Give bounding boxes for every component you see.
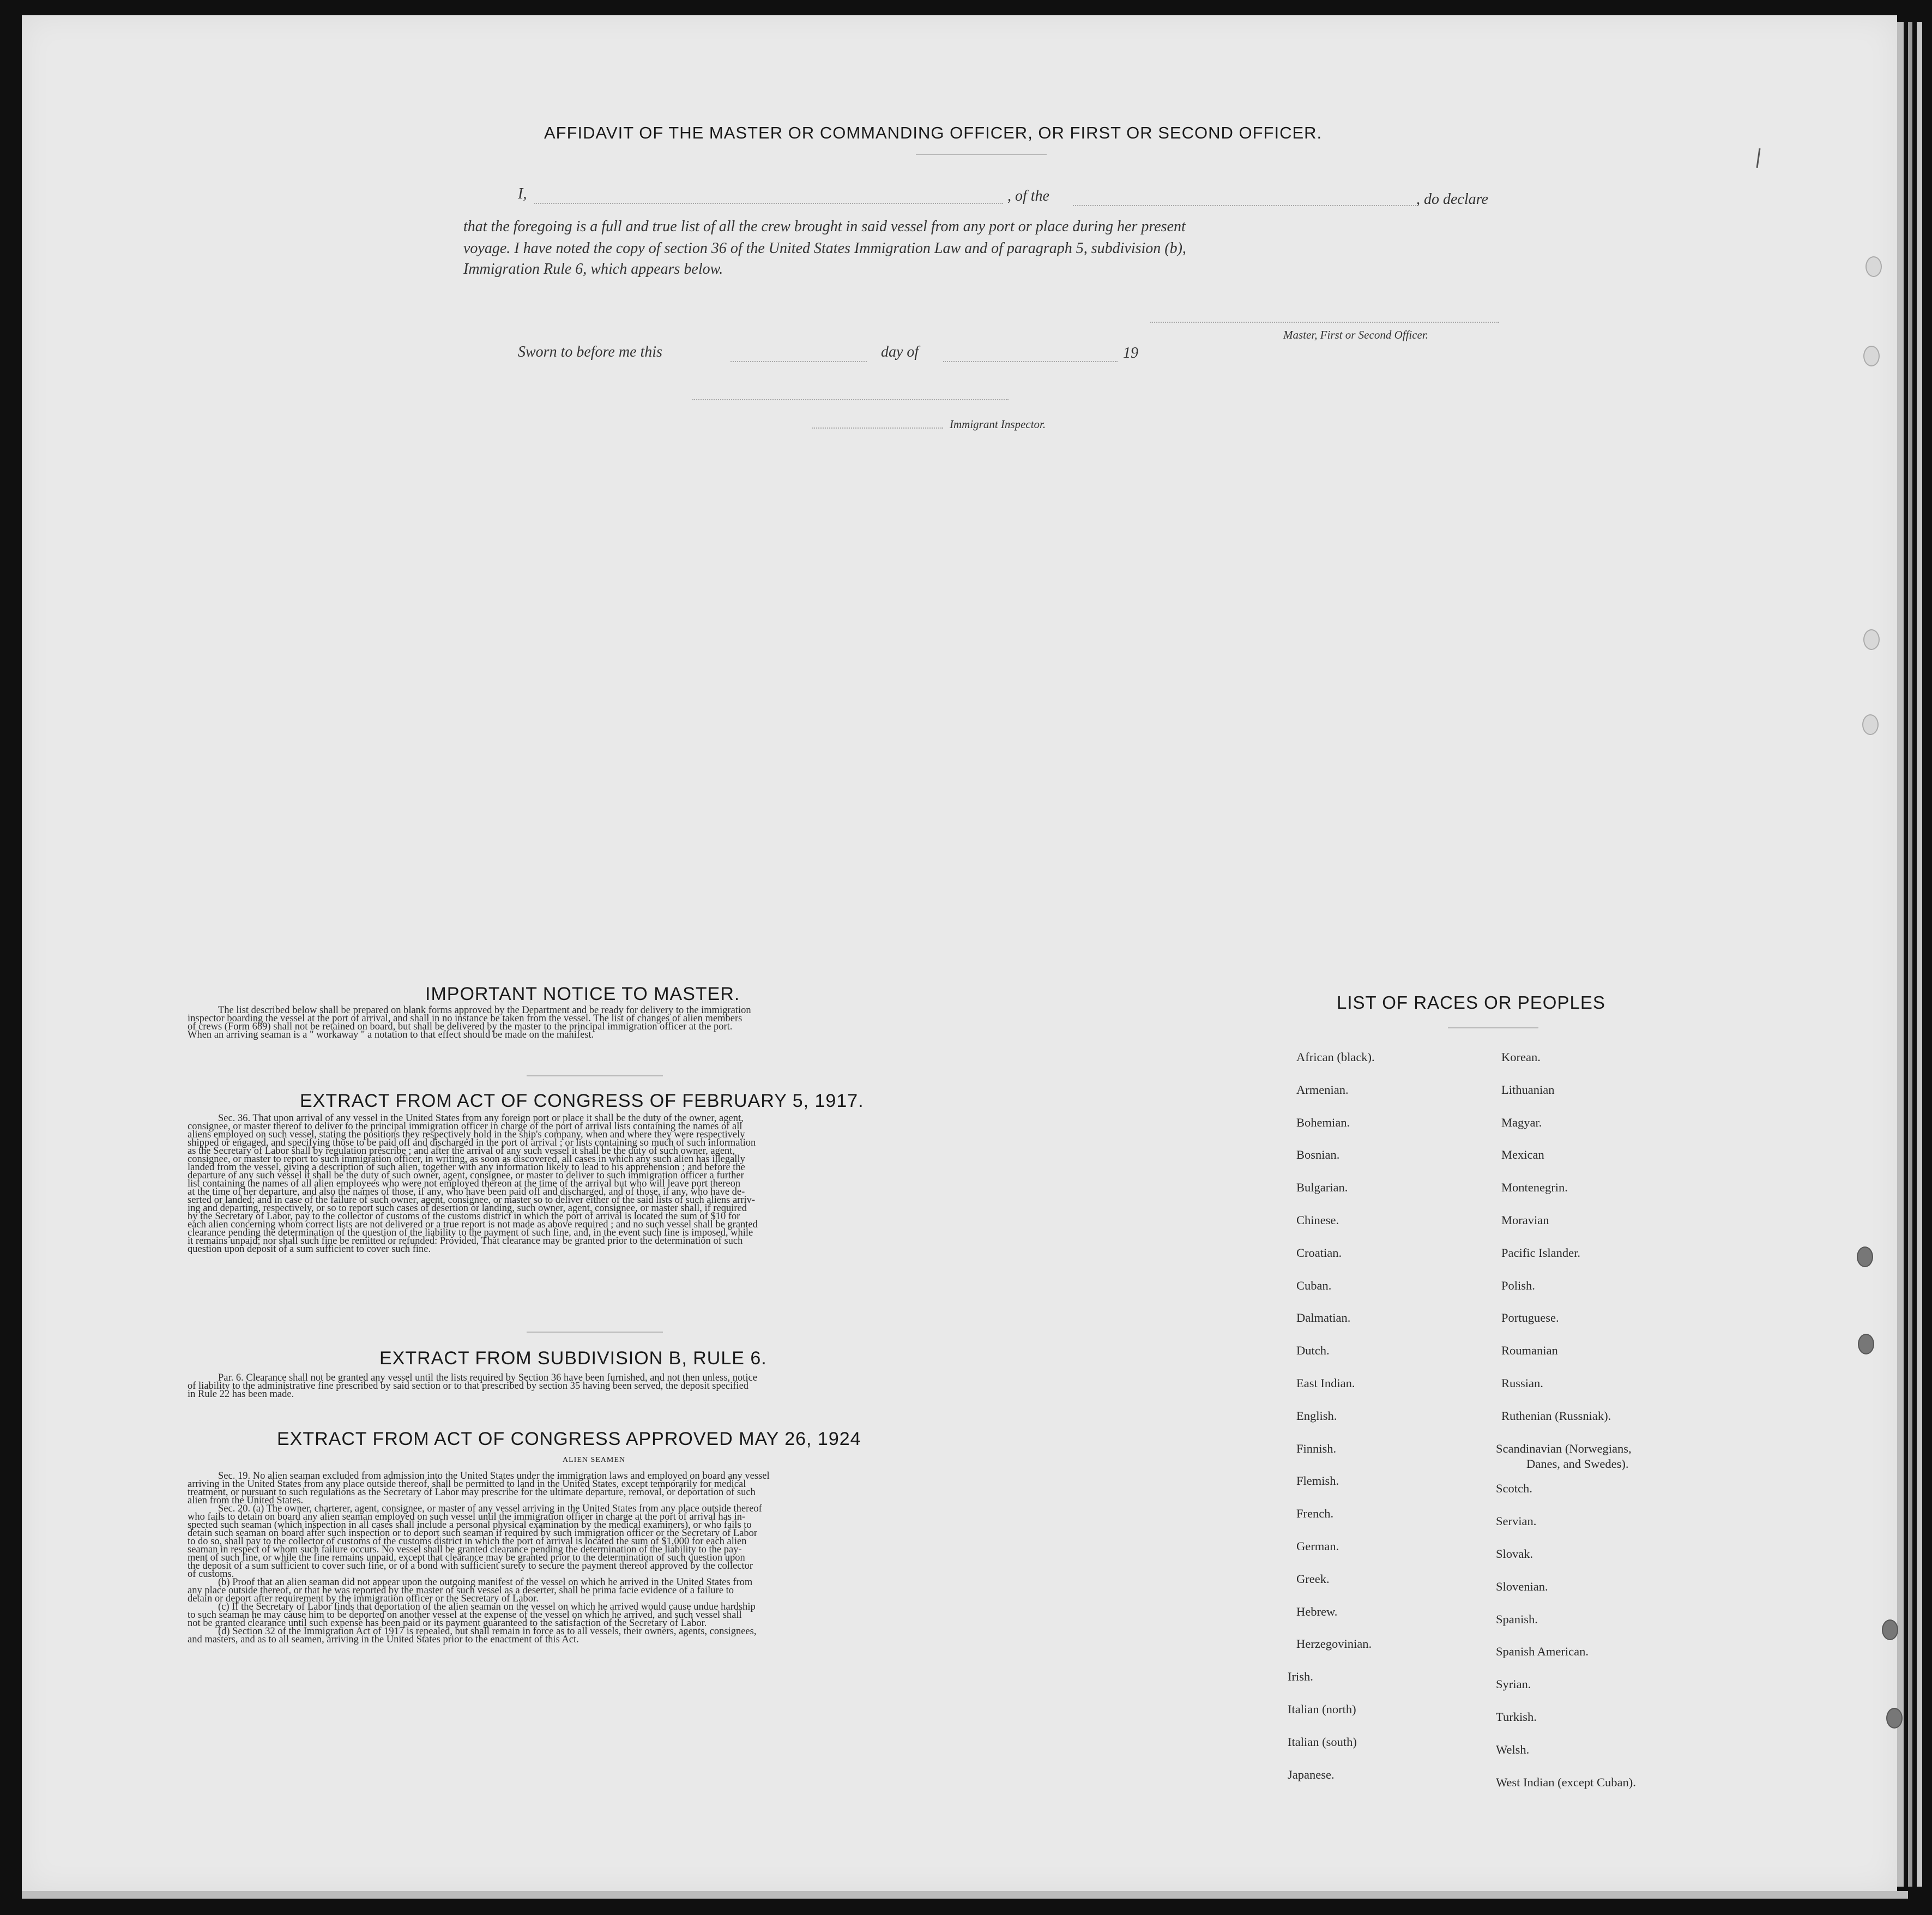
notice-line: The list described below shall be prepared on blank forms approved by the Department and be ready for delivery to the immigration <box>218 1005 751 1016</box>
notice-text <box>188 1007 1003 1039</box>
notice-title: IMPORTANT NOTICE TO MASTER. <box>425 984 740 1004</box>
sworn-label: Sworn to before me this <box>518 344 662 360</box>
extract-1924-line: who fails to detain on board any alien seaman employed on such vessel until the immigration officer in charge at the port of arrival has in- <box>188 1511 746 1522</box>
extract-1924-line: any place outside thereof, or that he was reported by the master of such vessel as a deserter, shall be prima facie evidence of a failure to <box>188 1585 734 1596</box>
inspector-signature-blank-2[interactable] <box>812 427 943 429</box>
extract-1924-line: (d) Section 32 of the Immigration Act of 1917 is repealed, but shall remain in force as to all vessels, their owners, agents, consignees, <box>218 1626 757 1637</box>
extract-1917-line: serted or landed; and in case of the failure of such owner, agent, consignee, or master so to deliver either of the said lists of such aliens arriv- <box>188 1195 756 1206</box>
race-item: Moravian <box>1501 1213 1549 1227</box>
sworn-month-blank[interactable] <box>943 361 1118 362</box>
race-item: Roumanian <box>1501 1344 1558 1358</box>
section-rule <box>527 1332 663 1333</box>
extract-1924-line: (b) Proof that an alien seaman did not appear upon the outgoing manifest of the vessel on which he arrived in the United States from <box>218 1577 753 1588</box>
race-item: Irish. <box>1288 1670 1313 1684</box>
extract-1924-subtitle: ALIEN SEAMEN <box>563 1456 626 1464</box>
declaration-line-3: Immigration Rule 6, which appears below. <box>463 261 723 278</box>
race-item: Bosnian. <box>1296 1148 1340 1162</box>
notice-line: When an arriving seaman is a " workaway " a notation to that effect should be made on the manifest. <box>188 1029 594 1040</box>
race-item: German. <box>1296 1539 1339 1553</box>
extract-1917-line: list containing the names of all alien employees who were not employed thereon at the time of the arrival but who will leave port thereon <box>188 1178 741 1189</box>
page-edge <box>1908 22 1912 1887</box>
extract-1924-line: detain such seaman on board after such inspection or to deport such seaman if required by such immigration officer or the Secretary of Labor <box>188 1528 758 1539</box>
race-item: Korean. <box>1501 1050 1541 1064</box>
page-edge <box>1897 22 1904 1887</box>
year-label: 19 <box>1123 345 1138 362</box>
extract-1924-text <box>188 1472 1003 1644</box>
extract-1924-line: treatment, or pursuant to such regulations as the Secretary of Labor may prescribe for the ultimate departure, removal, or deportation of such <box>188 1487 756 1498</box>
race-item: Italian (south) <box>1288 1735 1357 1749</box>
page-edge-bottom <box>22 1891 1908 1899</box>
extract-rule6-line: of liability to the administrative fine prescribed by said section or to that prescribed by section 35 having been served, the deposit specified <box>188 1381 749 1392</box>
race-item: Servian. <box>1496 1514 1537 1528</box>
race-item: Armenian. <box>1296 1082 1349 1097</box>
page-edge <box>1917 22 1922 1887</box>
race-item: Lithuanian <box>1501 1082 1555 1097</box>
sworn-day-blank[interactable] <box>730 361 867 362</box>
binder-hole <box>1865 256 1882 277</box>
notice-line: inspector boarding the vessel at the port of arrival, and shall in no instance be taken from the vessel. The list of changes of alien members <box>188 1013 742 1024</box>
extract-1917-line: Sec. 36. That upon arrival of any vessel in the United States from any foreign port or place it shall be the duty of the owner, agent, <box>218 1113 744 1124</box>
extract-1917-line: question upon deposit of a sum sufficient to cover such fine. <box>188 1244 431 1255</box>
extract-rule6-line: in Rule 22 has been made. <box>188 1389 294 1400</box>
race-item: Pacific Islander. <box>1501 1245 1580 1260</box>
extract-1917-line: as the Secretary of Labor shall by regulation prescribe ; and after the arrival of any such vessel it shall be the duty of such owner, agent, <box>188 1146 735 1157</box>
affidavit-do-declare-label: , do declare <box>1416 191 1488 208</box>
section-rule <box>527 1075 663 1076</box>
extract-1924-line: seaman in respect of whom such failure occurs. No vessel shall be granted clearance pending the determination of the liability to the pay- <box>188 1544 742 1555</box>
race-item: West Indian (except Cuban). <box>1496 1775 1636 1789</box>
race-item: Hebrew. <box>1296 1604 1338 1618</box>
extract-1917-line: departure of any such vessel it shall be the duty of such owner, agent, consignee, or master to deliver to such immigration officer a further <box>188 1170 744 1181</box>
race-item: Magyar. <box>1501 1115 1542 1129</box>
binder-hole <box>1863 629 1880 650</box>
affidavit-of-the-label: , of the <box>1007 188 1049 204</box>
extract-1924-line: Sec. 19. No alien seaman excluded from admission into the United States under the immigration laws and employed on board any vessel <box>218 1471 770 1482</box>
race-item: Russian. <box>1501 1376 1543 1390</box>
race-item: East Indian. <box>1296 1376 1355 1390</box>
race-item: Greek. <box>1296 1571 1330 1586</box>
affidavit-i-label: I, <box>518 185 527 202</box>
extract-1924-line: detain or deport after requirement by the immigration officer or the Secretary of Labor. <box>188 1593 539 1604</box>
master-signature-caption: Master, First or Second Officer. <box>1283 328 1428 341</box>
race-item: Scotch. <box>1496 1482 1532 1496</box>
binder-hole <box>1857 1246 1873 1267</box>
extract-rule6-title: EXTRACT FROM SUBDIVISION B, RULE 6. <box>379 1348 767 1369</box>
binder-hole <box>1858 1334 1874 1354</box>
day-of-label: day of <box>881 344 919 360</box>
title-rule <box>916 154 1047 155</box>
race-item: Cuban. <box>1296 1278 1332 1292</box>
vessel-name-blank[interactable] <box>1073 205 1416 206</box>
race-item: English. <box>1296 1408 1337 1423</box>
binder-hole <box>1862 714 1879 735</box>
extract-1924-title: EXTRACT FROM ACT OF CONGRESS APPROVED MAY 26, 1924 <box>277 1429 861 1449</box>
race-item: Turkish. <box>1496 1710 1537 1724</box>
race-item: Portuguese. <box>1501 1311 1559 1325</box>
declaration-line-2: voyage. I have noted the copy of section 36 of the United States Immigration Law and of paragraph 5, subdivision (b), <box>463 240 1186 257</box>
race-item: Welsh. <box>1496 1742 1530 1756</box>
race-item: Syrian. <box>1496 1677 1531 1691</box>
race-item: Montenegrin. <box>1501 1181 1568 1195</box>
extract-1924-line: ment of such fine, or while the fine remains unpaid, except that clearance may be granted prior to the determination of such question upon <box>188 1552 745 1563</box>
race-item: Slovenian. <box>1496 1579 1548 1593</box>
race-item: Ruthenian (Russniak). <box>1501 1408 1611 1423</box>
notice-line: of crews (Form 689) shall not be retained on board, but shall be delivered by the master to the principal immigration officer at the port. <box>188 1021 733 1032</box>
master-signature-blank[interactable] <box>1150 322 1499 323</box>
affidavit-title: AFFIDAVIT OF THE MASTER OR COMMANDING OFFICER, OR FIRST OR SECOND OFFICER. <box>544 123 1323 142</box>
binder-hole <box>1886 1708 1903 1729</box>
extract-1924-line: of customs. <box>188 1569 234 1580</box>
extract-1917-line: by the Secretary of Labor, pay to the collector of customs of the customs district in which the port of arrival is located the sum of $10 for <box>188 1211 740 1222</box>
race-item: Scandinavian (Norwegians, <box>1496 1441 1632 1455</box>
extract-1924-line: and masters, and as to all seamen, arriving in the United States prior to the enactment of this Act. <box>188 1634 579 1645</box>
races-title-rule <box>1448 1027 1538 1028</box>
extract-1924-line: arriving in the United States from any place outside thereof, shall be permitted to land in the United States, except temporarily for medical <box>188 1479 746 1490</box>
race-item: Spanish. <box>1496 1612 1538 1626</box>
race-item: Dutch. <box>1296 1344 1330 1358</box>
race-item: French. <box>1296 1507 1334 1521</box>
extract-1917-line: consignee, or master to report to such immigration officer, in writing, as soon as discovered, all cases in which any such alien has illegally <box>188 1154 745 1165</box>
extract-1917-line: at the time of her departure, and also the names of those, if any, who have been paid off and discharged, and of those, if any, who have de- <box>188 1187 745 1197</box>
binder-hole <box>1863 346 1880 366</box>
race-item: Chinese. <box>1296 1213 1339 1227</box>
race-item: Italian (north) <box>1288 1702 1356 1716</box>
race-item: Polish. <box>1501 1278 1535 1292</box>
extract-1917-text <box>188 1115 1003 1254</box>
race-item: Herzegovinian. <box>1296 1637 1372 1651</box>
extract-1924-line: the deposit of a sum sufficient to cover such fine, or of a bond with sufficient surety to secure the payment thereof approved by the collector <box>188 1561 753 1571</box>
inspector-signature-blank[interactable] <box>692 399 1009 400</box>
race-item: Dalmatian. <box>1296 1311 1351 1325</box>
race-item: African (black). <box>1296 1050 1375 1064</box>
race-item: Bohemian. <box>1296 1115 1350 1129</box>
extract-1924-line: alien from the United States. <box>188 1495 304 1506</box>
extract-1917-line: clearance pending the determination of the question of the liability to the payment of such fine, and, in the event such fine is imposed, while <box>188 1227 753 1238</box>
binder-hole <box>1882 1619 1898 1640</box>
race-item: Finnish. <box>1296 1441 1337 1455</box>
master-name-blank[interactable] <box>534 203 1003 204</box>
extract-rule6-line: Par. 6. Clearance shall not be granted any vessel until the lists required by Section 36 have been furnished, and not then unless, notice <box>218 1372 757 1383</box>
extract-1917-title: EXTRACT FROM ACT OF CONGRESS OF FEBRUARY 5, 1917. <box>300 1091 864 1111</box>
races-title: LIST OF RACES OR PEOPLES <box>1337 992 1605 1013</box>
extract-1924-line: not be granted clearance until such expense has been paid or its payment guaranteed to the satisfaction of the Secretary of Labor. <box>188 1618 707 1629</box>
race-item: Bulgarian. <box>1296 1181 1348 1195</box>
extract-1917-line: aliens employed on such vessel, stating the positions they respectively hold in the ship's company, when and where they were respectively <box>188 1129 745 1140</box>
extract-1917-line: it remains unpaid; nor shall such fine be remitted or refunded: Provided, That clearance may be granted prior to the determination of such <box>188 1236 743 1246</box>
extract-1917-line: shipped or engaged, and specifying those to be paid off and discharged in the port of arrival ; or lists containing so much of such information <box>188 1137 756 1148</box>
extract-1917-line: ing and departing, respectively, or so to report such cases of desertion or landing, such owner, agent, consignee, or master shall, if required <box>188 1203 747 1214</box>
race-item: Danes, and Swedes). <box>1526 1456 1629 1471</box>
extract-1917-line: consignee, or master thereof to deliver to the principal immigration officer in charge of the port of arrival lists containing the names of all <box>188 1121 742 1132</box>
extract-1917-line: each alien concerning whom correct lists are not delivered or a true report is not made as above required ; and no such vessel shall be granted <box>188 1219 758 1230</box>
race-item: Spanish American. <box>1496 1645 1589 1659</box>
race-item: Croatian. <box>1296 1245 1342 1260</box>
race-item: Flemish. <box>1296 1474 1339 1488</box>
extract-1924-line: Sec. 20. (a) The owner, charterer, agent, consignee, or master of any vessel arriving in the United States from any place outside thereof <box>218 1503 762 1514</box>
extract-rule6-text <box>188 1374 1003 1399</box>
extract-1924-line: (c) If the Secretary of Labor finds that deportation of the alien seaman on the vessel on which he arrived would cause undue hardship <box>218 1601 756 1612</box>
race-item: Japanese. <box>1288 1767 1335 1781</box>
extract-1924-line: spected such seaman (which inspection in all cases shall include a personal physical examination by the medical examiners), or who fails to <box>188 1520 752 1531</box>
inspector-caption: Immigrant Inspector. <box>950 418 1046 431</box>
declaration-line-1: that the foregoing is a full and true list of all the crew brought in said vessel from any port or place during her present <box>463 218 1186 235</box>
extract-1917-line: landed from the vessel, giving a description of such alien, together with any information likely to lead to his apprehension ; and before the <box>188 1162 745 1173</box>
extract-1924-line: to do so, shall pay to the collector of customs of the customs district in which the port of arrival is located the sum of $1,000 for each alien <box>188 1536 747 1547</box>
extract-1924-line: to such seaman he may cause him to be deported on another vessel at the expense of the vessel on which he arrived, and such vessel shall <box>188 1610 742 1621</box>
race-item: Slovak. <box>1496 1547 1533 1561</box>
race-item: Mexican <box>1501 1148 1544 1162</box>
